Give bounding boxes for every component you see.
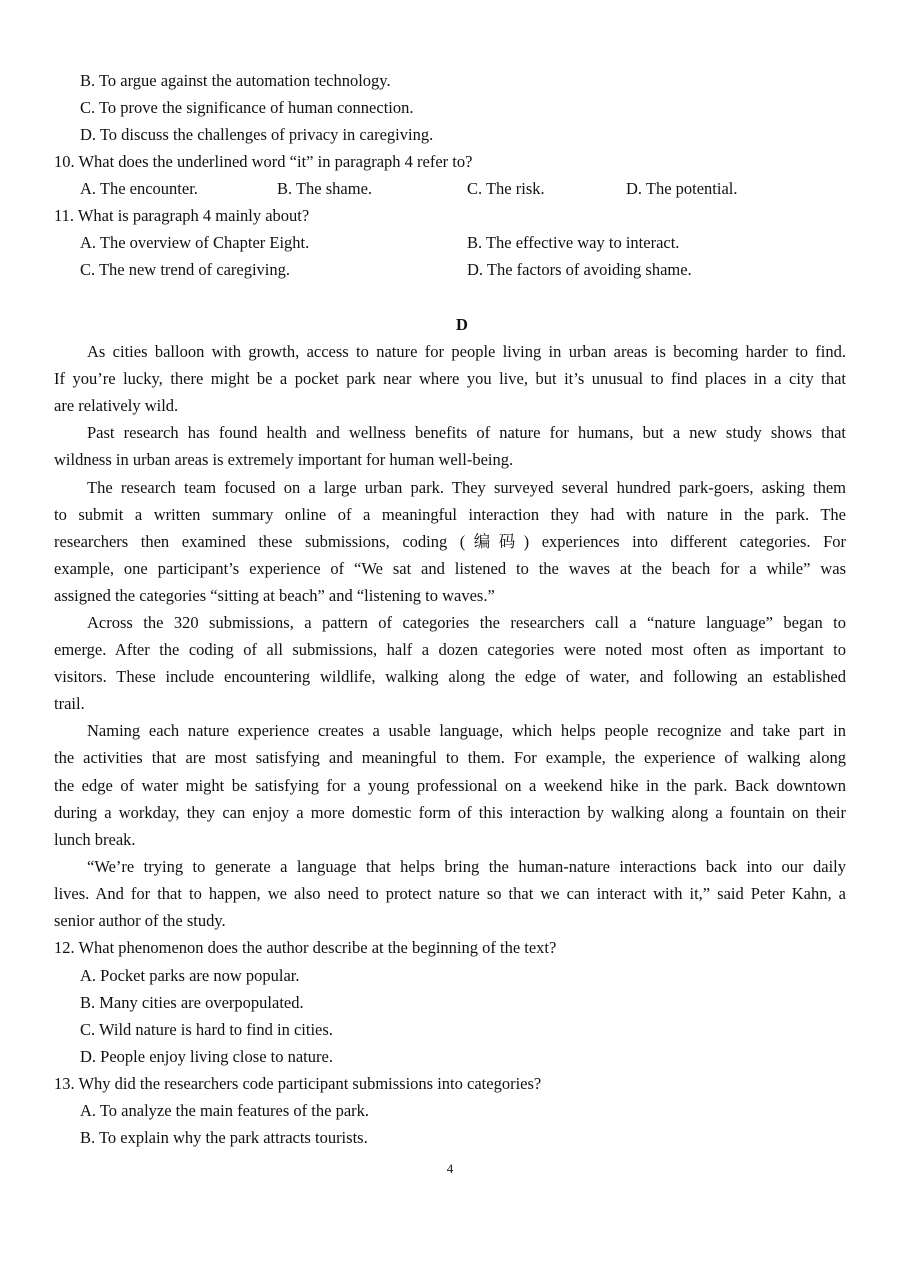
passage-line: lunch break. — [54, 830, 136, 849]
passage-line: are relatively wild. — [54, 396, 179, 415]
passage-line: Past research has found health and wellness benefits of nature for humans, but a new study shows that — [87, 423, 846, 442]
q10-option-a: A. The encounter. — [80, 179, 198, 198]
section-heading: D — [456, 315, 468, 334]
passage-line: lives. And for that to happen, we also need to protect nature so that we can interact with it,” said Peter Kahn, a — [54, 884, 846, 903]
passage-line: example, one participant’s experience of “We sat and listened to the waves at the beach for a while” was — [54, 559, 846, 578]
q10-option-b: B. The shame. — [277, 179, 373, 198]
passage-line: during a workday, they can enjoy a more domestic form of this interaction by walking along a fountain on their — [54, 803, 846, 822]
passage-line: Naming each nature experience creates a usable language, which helps people recognize and take part in — [87, 721, 846, 740]
q9-option-b: B. To argue against the automation technology. — [80, 71, 391, 90]
page-number: 4 — [446, 1161, 454, 1176]
q11-option-a: A. The overview of Chapter Eight. — [80, 233, 310, 252]
q13-option-b: B. To explain why the park attracts tourists. — [80, 1128, 368, 1147]
q10-stem: 10. What does the underlined word “it” in paragraph 4 refer to? — [54, 152, 473, 171]
q10-option-d: D. The potential. — [626, 179, 738, 198]
passage-line: trail. — [54, 694, 85, 713]
passage-line: As cities balloon with growth, access to nature for people living in urban areas is becoming harder to find. — [87, 342, 846, 361]
q12-stem: 12. What phenomenon does the author describe at the beginning of the text? — [54, 938, 557, 957]
q12-option-b: B. Many cities are overpopulated. — [80, 993, 304, 1012]
q10-option-c: C. The risk. — [467, 179, 545, 198]
q9-option-c: C. To prove the significance of human connection. — [80, 98, 414, 117]
passage-line: the activities that are most satisfying and meaningful to them. For example, the experience of walking along — [54, 748, 846, 767]
passage-line: assigned the categories “sitting at beach” and “listening to waves.” — [54, 586, 495, 605]
q11-option-b: B. The effective way to interact. — [467, 233, 680, 252]
q12-option-c: C. Wild nature is hard to find in cities. — [80, 1020, 333, 1039]
q9-option-d: D. To discuss the challenges of privacy in caregiving. — [80, 125, 434, 144]
q13-option-a: A. To analyze the main features of the park. — [80, 1101, 370, 1120]
passage-line: researchers then examined these submissions, coding (编码) experiences into different categories. For — [54, 532, 846, 551]
passage-line: wildness in urban areas is extremely important for human well-being. — [54, 450, 514, 469]
q13-stem: 13. Why did the researchers code participant submissions into categories? — [54, 1074, 542, 1093]
q12-option-d: D. People enjoy living close to nature. — [80, 1047, 333, 1066]
passage-line: visitors. These include encountering wildlife, walking along the edge of water, and following an established — [54, 667, 846, 686]
passage-line: to submit a written summary online of a meaningful interaction they had with nature in the park. The — [54, 505, 846, 524]
passage-line: The research team focused on a large urban park. They surveyed several hundred park-goers, asking them — [87, 478, 846, 497]
q11-option-c: C. The new trend of caregiving. — [80, 260, 291, 279]
q12-option-a: A. Pocket parks are now popular. — [80, 966, 300, 985]
passage-line: “We’re trying to generate a language that helps bring the human-nature interactions back into our daily — [87, 857, 846, 876]
q11-option-d: D. The factors of avoiding shame. — [467, 260, 692, 279]
passage-line: emerge. After the coding of all submissions, half a dozen categories were noted most often as important to — [54, 640, 846, 659]
passage-line: senior author of the study. — [54, 911, 226, 930]
q11-stem: 11. What is paragraph 4 mainly about? — [54, 206, 310, 225]
passage-line: If you’re lucky, there might be a pocket park near where you live, but it’s unusual to find places in a city that — [54, 369, 846, 388]
passage-line: the edge of water might be satisfying for a young professional on a weekend hike in the park. Back downtown — [54, 776, 846, 795]
passage-line: Across the 320 submissions, a pattern of categories the researchers call a “nature language” began to — [87, 613, 846, 632]
